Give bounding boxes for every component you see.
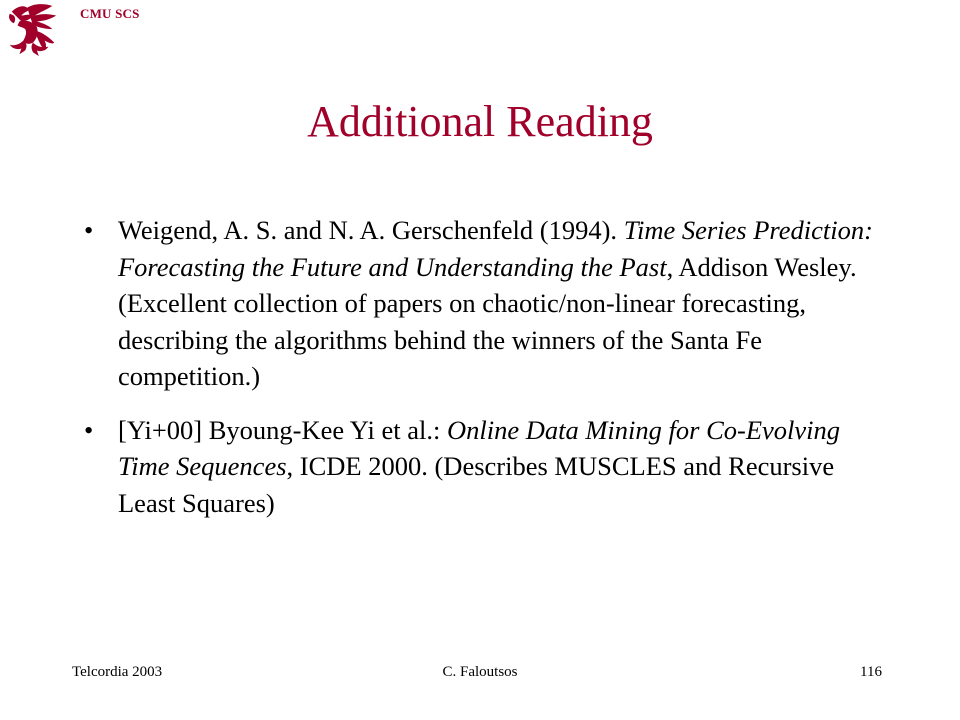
reading-list — [84, 212, 884, 538]
reference-text: , ICDE 2000. (Describes MUSCLES and Recursive Least Squares) — [118, 451, 835, 518]
logo-text: CMU SCS — [80, 6, 140, 21]
reference-text: , Addison Wesley. (Excellent collection of papers on chaotic/non-linear forecasting, describing the algorithms behind the winners of the Santa Fe competition.) — [118, 251, 857, 391]
footer-left: Telcordia 2003 — [72, 664, 163, 680]
reference-text: Weigend, A. S. and N. A. Gerschenfeld (1994). — [118, 215, 624, 245]
reference-text: [Yi+00] Byoung-Kee Yi et al.: — [118, 414, 447, 445]
footer-author: C. Faloutsos — [442, 664, 518, 680]
slide-title: Additional Reading — [307, 97, 653, 146]
page-number: 116 — [860, 664, 882, 680]
list-item — [84, 412, 884, 522]
reference-title: Online Data Mining for Co-Evolving Time Sequences — [118, 414, 841, 481]
bullet-icon: • — [84, 414, 94, 445]
list-item — [84, 212, 884, 395]
bullet-icon: • — [84, 215, 94, 245]
cmu-griffin-icon — [4, 2, 62, 60]
reference-title: Time Series Prediction: Forecasting the Future and Understanding the Past — [118, 215, 873, 282]
